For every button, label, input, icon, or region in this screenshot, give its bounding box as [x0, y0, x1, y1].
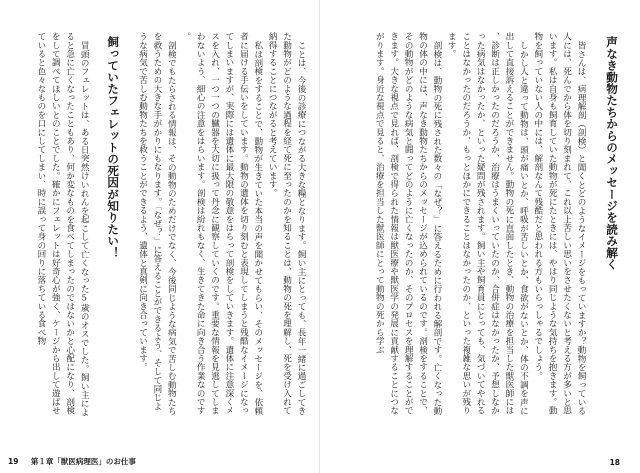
left-page-text: [35, 32, 308, 417]
right-page-number: 18: [609, 458, 620, 467]
right-page-folio: [610, 458, 630, 467]
right-page: [320, 0, 640, 473]
section-heading-ferret: 飼っていたフェレットの死因が知りたい！: [106, 36, 121, 259]
left-page-number: 19: [8, 457, 19, 466]
right-page-text: [340, 32, 626, 417]
running-head-chapter: 第１章「獣医病理医」のお仕事: [30, 457, 136, 466]
right-paragraph-3: 剖検は、動物の死に残された数々の「なぜ？」に答えるために行われる解剖です。亡くなった動物の体の中には、声なき動物たちからのメッセージが込められているのです。剖検をすることで、その動物がどのような病気と闘ってどのように亡くなったのか、そのプロセスを理解することができます。大きな視点で見れば、剖検で得られた情報は獣医療や獣医学の発展に貢献することにつながります。身近な視点で見ると、治療を担当した獣医師にとって動物の死から学ぶ: [374, 32, 442, 415]
section-heading-messages: 声なき動物たちからのメッセージを読み解く: [605, 36, 619, 270]
right-paragraph-1: 皆さんは、病理解剖（剖検）と聞くとどのようなイメージをもっていますか？動物を飼っている人には、死んでから体を切り刻まれて、これ以上苦しい思いをさせたくないと考える方が多いと思います。私は自身も飼育していた動物が死にたときには、やはり同じような気持ちを抱きます。動物を飼っていない人の中には、解剖なんて残酷だと思われる方もいらっしゃるでしょう。: [532, 32, 586, 415]
left-paragraph-2: 私は剖検をすることで、動物が生きていた本当の声を聞かせてもらい、そのメッセージを、依頼者に届ける手伝いをしています。動物の遺体を切り刻むと表現してしまうと残酷なイメージになってしまいますが、実際には遺体に最大限の敬意をはらって剖検をしていきます。遺体に注意深くメスを入れ、一つ一つの臓器を大切に扱って丹念に観察していくのです。重要な情報を見逃してしまわないよう、細心の注意をはらいます。剖検は紛れもなく、生きてきた命に向き合う作業なのです。: [180, 32, 263, 415]
right-paragraph-2: しかし人と違って動物は、頭が痛いとか、呼吸が苦しいとか、食欲がないとか、体の不調を声に出して直接訴えることができません。動物の死に直面したとき、動物の治療を担当した獣医師には、診断は正しかったのだろうか、治療はうまくいっていたのか、合併症はなかったか、予想しなかった病気はなかったか、といった疑問が残されます。飼い主や飼育員にとっても、気づいてやれることはなかったのだろうか、もっとほかにできることはなかったのか、といった複雑な思いが残ります。: [446, 32, 529, 415]
left-page-folio: [8, 456, 136, 467]
left-paragraph-1: ことは、今後の診療につながる大きな糧となります。飼い主にとっても、長年一緒に過ごしてきた動物がどのような過程を経て死に至ったのかを知ることは、動物の死を理解し、死を受け入れて納得することにつながると考えています。: [267, 32, 306, 415]
left-paragraph-4: 冒頭のフェレットは、ある日突然けいれんを起こして亡くなった5歳のオスでした。飼い主によると急に亡くなったこともあり、何か変なものを食べてしまったのではないかと心配になり、剖検をして調べてほしいとのことでした。確かにフェレットは好奇心が強く、ケージから出して遊ばせていると色々なものを口にしてしまい、時に誤って身の回りに落ちている食べ物: [35, 32, 90, 417]
left-paragraph-3: 剖検でもたらされる情報は、その動物のためだけでなく、今後同じような病気で苦しむ動物たちを救うための大きな手がかりにもなります。「なぜ？」に答えることができるよう、そして同じような病気で苦しむ動物たちを救うことができるよう、遺体と真剣に向き合っています。: [137, 32, 177, 415]
